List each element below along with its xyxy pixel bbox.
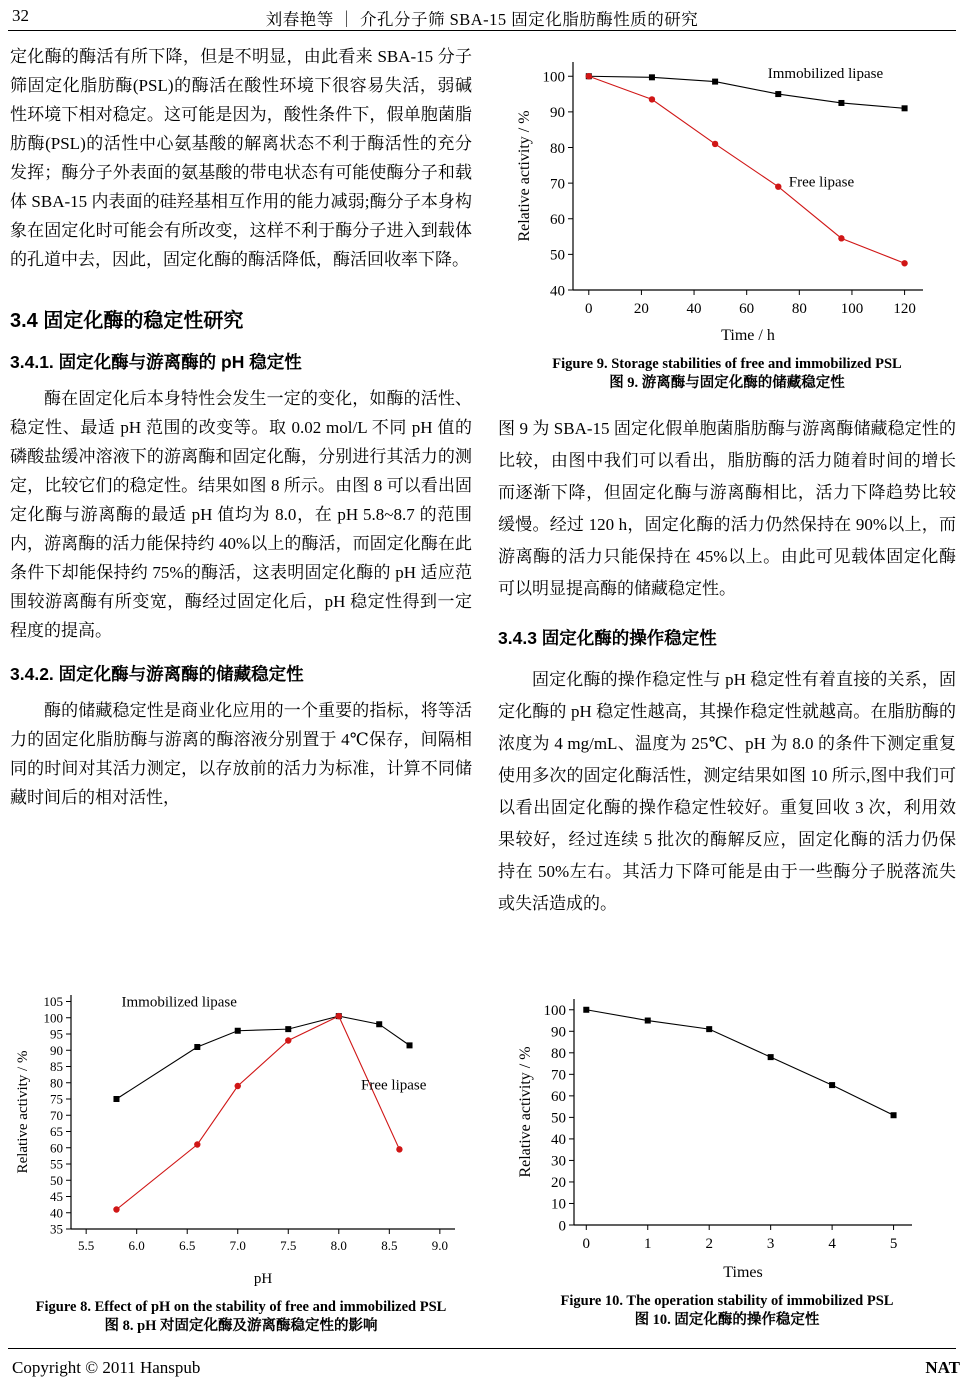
journal-mark: NAT [925, 1358, 960, 1377]
svg-text:0: 0 [585, 301, 593, 317]
svg-text:8.5: 8.5 [381, 1238, 398, 1253]
svg-text:0: 0 [558, 1218, 566, 1235]
svg-text:65: 65 [50, 1124, 63, 1140]
svg-text:100: 100 [43, 1010, 63, 1026]
svg-text:70: 70 [551, 1067, 566, 1084]
figure-9-caption-zh: 图 9. 游离酶与固定化酶的储藏稳定性 [609, 375, 845, 391]
svg-text:80: 80 [50, 1075, 63, 1091]
paragraph-ph-stability: 酶在固定化后本身特性会发生一定的变化，如酶的活性、稳定性、最适 pH 范围的改变等。取 0.02 mol/L 不同 pH 值的磷酸盐缓冲溶液下的游离酶和固定化酶，分别进行其活力的测定，比较它们的稳定性。结果如图 8 所示。由图 8 可以看出固定化酶与游离酶的最适 pH 值均为 8.0，在 pH 5.8~8.7 的范围内，游离酶的活力能保持约 40%以上的酶活，而固定化酶在此条件下却能保持约 75%的酶活，这表明固定化酶的 pH 适应范围较游离酶有所变宽，酶经过固定化后，pH 稳定性得到一定程度的提高。 [10, 389, 472, 640]
svg-text:2: 2 [705, 1236, 713, 1252]
svg-text:80: 80 [551, 1046, 566, 1063]
paragraph-acid-stability: 定化酶的酶活有所下降，但是不明显，由此看来 SBA-15 分子筛固定化脂肪酶(PSL)的酶活在酸性环境下很容易失活，弱碱性环境下相对稳定。这可能是因为，酸性条件下，假单胞菌脂肪酶(PSL)的活性中心氨基酸的解离状态不利于酶活性的充分发挥；酶分子外表面的氨基酸的带电状态有可能使酶分子和载体 SBA-15 内表面的硅羟基相互作用的能力减弱;酶分子本身构象在固定化时可能会有所改变，这样不利于酶分子进入到载体的孔道中去，因此，固定化酶的酶活降低，酶活回收率下降。 [10, 47, 472, 269]
svg-text:40: 40 [50, 1205, 63, 1221]
svg-text:120: 120 [893, 301, 916, 317]
figure-8 [10, 987, 472, 1336]
svg-text:55: 55 [50, 1156, 63, 1172]
svg-text:75: 75 [50, 1091, 63, 1107]
svg-text:30: 30 [551, 1153, 566, 1170]
svg-text:60: 60 [739, 301, 755, 317]
chart-storage-stability [507, 48, 947, 350]
svg-text:Times: Times [723, 1264, 763, 1281]
svg-text:60: 60 [550, 212, 565, 228]
svg-text:Free lipase: Free lipase [361, 1077, 427, 1094]
svg-text:80: 80 [550, 140, 565, 157]
section-3-4-heading: 3.4 固定化酶的稳定性研究 [10, 310, 244, 332]
svg-text:3: 3 [766, 1236, 775, 1252]
svg-text:6.5: 6.5 [179, 1238, 196, 1253]
svg-text:4: 4 [828, 1236, 836, 1252]
figure-9-caption-en: Figure 9. Storage stabilities of free and immobilized PSL [552, 356, 902, 372]
svg-text:60: 60 [551, 1089, 566, 1106]
svg-text:10: 10 [551, 1196, 566, 1213]
svg-text:80: 80 [791, 301, 807, 317]
figure-10-caption [498, 1292, 956, 1330]
figure-10-caption-zh: 图 10. 固定化酶的操作稳定性 [634, 1312, 820, 1328]
figure-10-caption-en: Figure 10. The operation stability of immobilized PSL [560, 1293, 894, 1309]
footer-rule [8, 1348, 956, 1349]
section-3-4-2-heading: 3.4.2. 固定化酶与游离酶的储藏稳定性 [10, 664, 304, 684]
page-number: 32 [12, 6, 29, 25]
svg-text:35: 35 [50, 1221, 63, 1237]
running-title: 刘春艳等 ｜ 介孔分子筛 SBA-15 固定化脂肪酶性质的研究 [265, 10, 699, 29]
svg-text:20: 20 [551, 1175, 566, 1192]
svg-text:100: 100 [542, 69, 565, 86]
svg-text:pH: pH [253, 1271, 273, 1287]
svg-text:45: 45 [50, 1189, 63, 1205]
figure-8-caption [10, 1298, 472, 1336]
svg-text:90: 90 [50, 1042, 63, 1058]
copyright-text: Copyright © 2011 Hanspub [12, 1358, 201, 1377]
svg-text:9.0: 9.0 [431, 1238, 448, 1253]
svg-text:1: 1 [643, 1236, 652, 1252]
svg-text:70: 70 [550, 176, 565, 193]
svg-text:90: 90 [550, 105, 565, 122]
svg-text:60: 60 [50, 1140, 63, 1156]
svg-text:Immobilized lipase: Immobilized lipase [767, 66, 884, 83]
svg-text:50: 50 [551, 1110, 566, 1127]
svg-text:6.0: 6.0 [128, 1238, 145, 1253]
paragraph-storage-intro: 酶的储藏稳定性是商业化应用的一个重要的指标，将等活力的固定化脂肪酶与游离的酶溶液分别置于 4℃保存，间隔相同的时间对其活力测定，以存放前的活力为标准，计算不同储藏时间后的相对活性， [10, 701, 472, 807]
header-rule [8, 30, 956, 31]
svg-text:50: 50 [550, 247, 565, 264]
svg-text:Relative activity / %: Relative activity / % [516, 110, 533, 242]
figure-8-caption-en: Figure 8. Effect of pH on the stability of free and immobilized PSL [35, 1299, 447, 1315]
svg-text:100: 100 [840, 301, 864, 317]
right-column [498, 42, 956, 1328]
figure-9-caption [498, 355, 956, 393]
svg-text:Free lipase: Free lipase [788, 174, 855, 191]
svg-text:105: 105 [43, 994, 63, 1010]
figure-9 [498, 48, 956, 393]
svg-text:0: 0 [582, 1236, 591, 1252]
svg-text:Time / h: Time / h [721, 327, 775, 344]
svg-text:100: 100 [543, 1003, 566, 1020]
svg-text:Relative activity / %: Relative activity / % [517, 1046, 534, 1178]
svg-text:20: 20 [633, 301, 649, 317]
svg-text:40: 40 [551, 1132, 566, 1149]
svg-text:40: 40 [550, 283, 565, 300]
svg-text:Relative activity / %: Relative activity / % [15, 1050, 31, 1174]
section-3-4-1-heading: 3.4.1. 固定化酶与游离酶的 pH 稳定性 [10, 352, 302, 372]
svg-text:7.0: 7.0 [229, 1238, 246, 1253]
chart-ph-stability [13, 987, 469, 1293]
paragraph-operation-stability: 固定化酶的操作稳定性与 pH 稳定性有着直接的关系，固定化酶的 pH 稳定性越高，其操作稳定性就越高。在脂肪酶的浓度为 4 mg/mL、温度为 25℃、pH 为 8.0 的条件下测定重复使用多次的固定化酶活性，测定结果如图 10 所示,图中我们可以看出固定化酶的操作稳定性较好。重复回收 3 次，利用效果较好，经过连续 5 批次的酶解反应，固定化酶的活力仍保持在 50%左右。其活力下降可能是由于一些酶分子脱落流失或失活造成的。 [498, 670, 956, 913]
figure-10 [498, 987, 956, 1330]
section-3-4-3-heading: 3.4.3 固定化酶的操作稳定性 [498, 628, 717, 648]
paragraph-fig9-discussion: 图 9 为 SBA-15 固定化假单胞菌脂肪酶与游离酶储藏稳定性的比较，由图中我们可以看出，脂肪酶的活力随着时间的增长而逐渐下降，但固定化酶与游离酶相比，活力下降趋势比较缓慢。经过 120 h，固定化酶的活力仍然保持在 90%以上，而游离酶的活力只能保持在 45%以上。由此可见载体固定化酶可以明显提高酶的储藏稳定性。 [498, 419, 956, 598]
svg-text:85: 85 [50, 1059, 63, 1075]
svg-text:7.5: 7.5 [280, 1238, 297, 1253]
svg-text:5: 5 [889, 1236, 898, 1252]
svg-text:50: 50 [50, 1172, 63, 1188]
svg-text:90: 90 [551, 1024, 566, 1041]
chart-operation-stability [512, 987, 942, 1287]
figure-8-caption-zh: 图 8. pH 对固定化酶及游离酶稳定性的影响 [104, 1318, 378, 1334]
svg-text:70: 70 [50, 1107, 63, 1123]
svg-text:5.5: 5.5 [78, 1238, 95, 1253]
svg-text:95: 95 [50, 1026, 63, 1042]
svg-text:8.0: 8.0 [330, 1238, 347, 1253]
left-column [10, 42, 472, 1334]
svg-text:Immobilized lipase: Immobilized lipase [121, 994, 237, 1011]
svg-text:40: 40 [686, 301, 702, 317]
